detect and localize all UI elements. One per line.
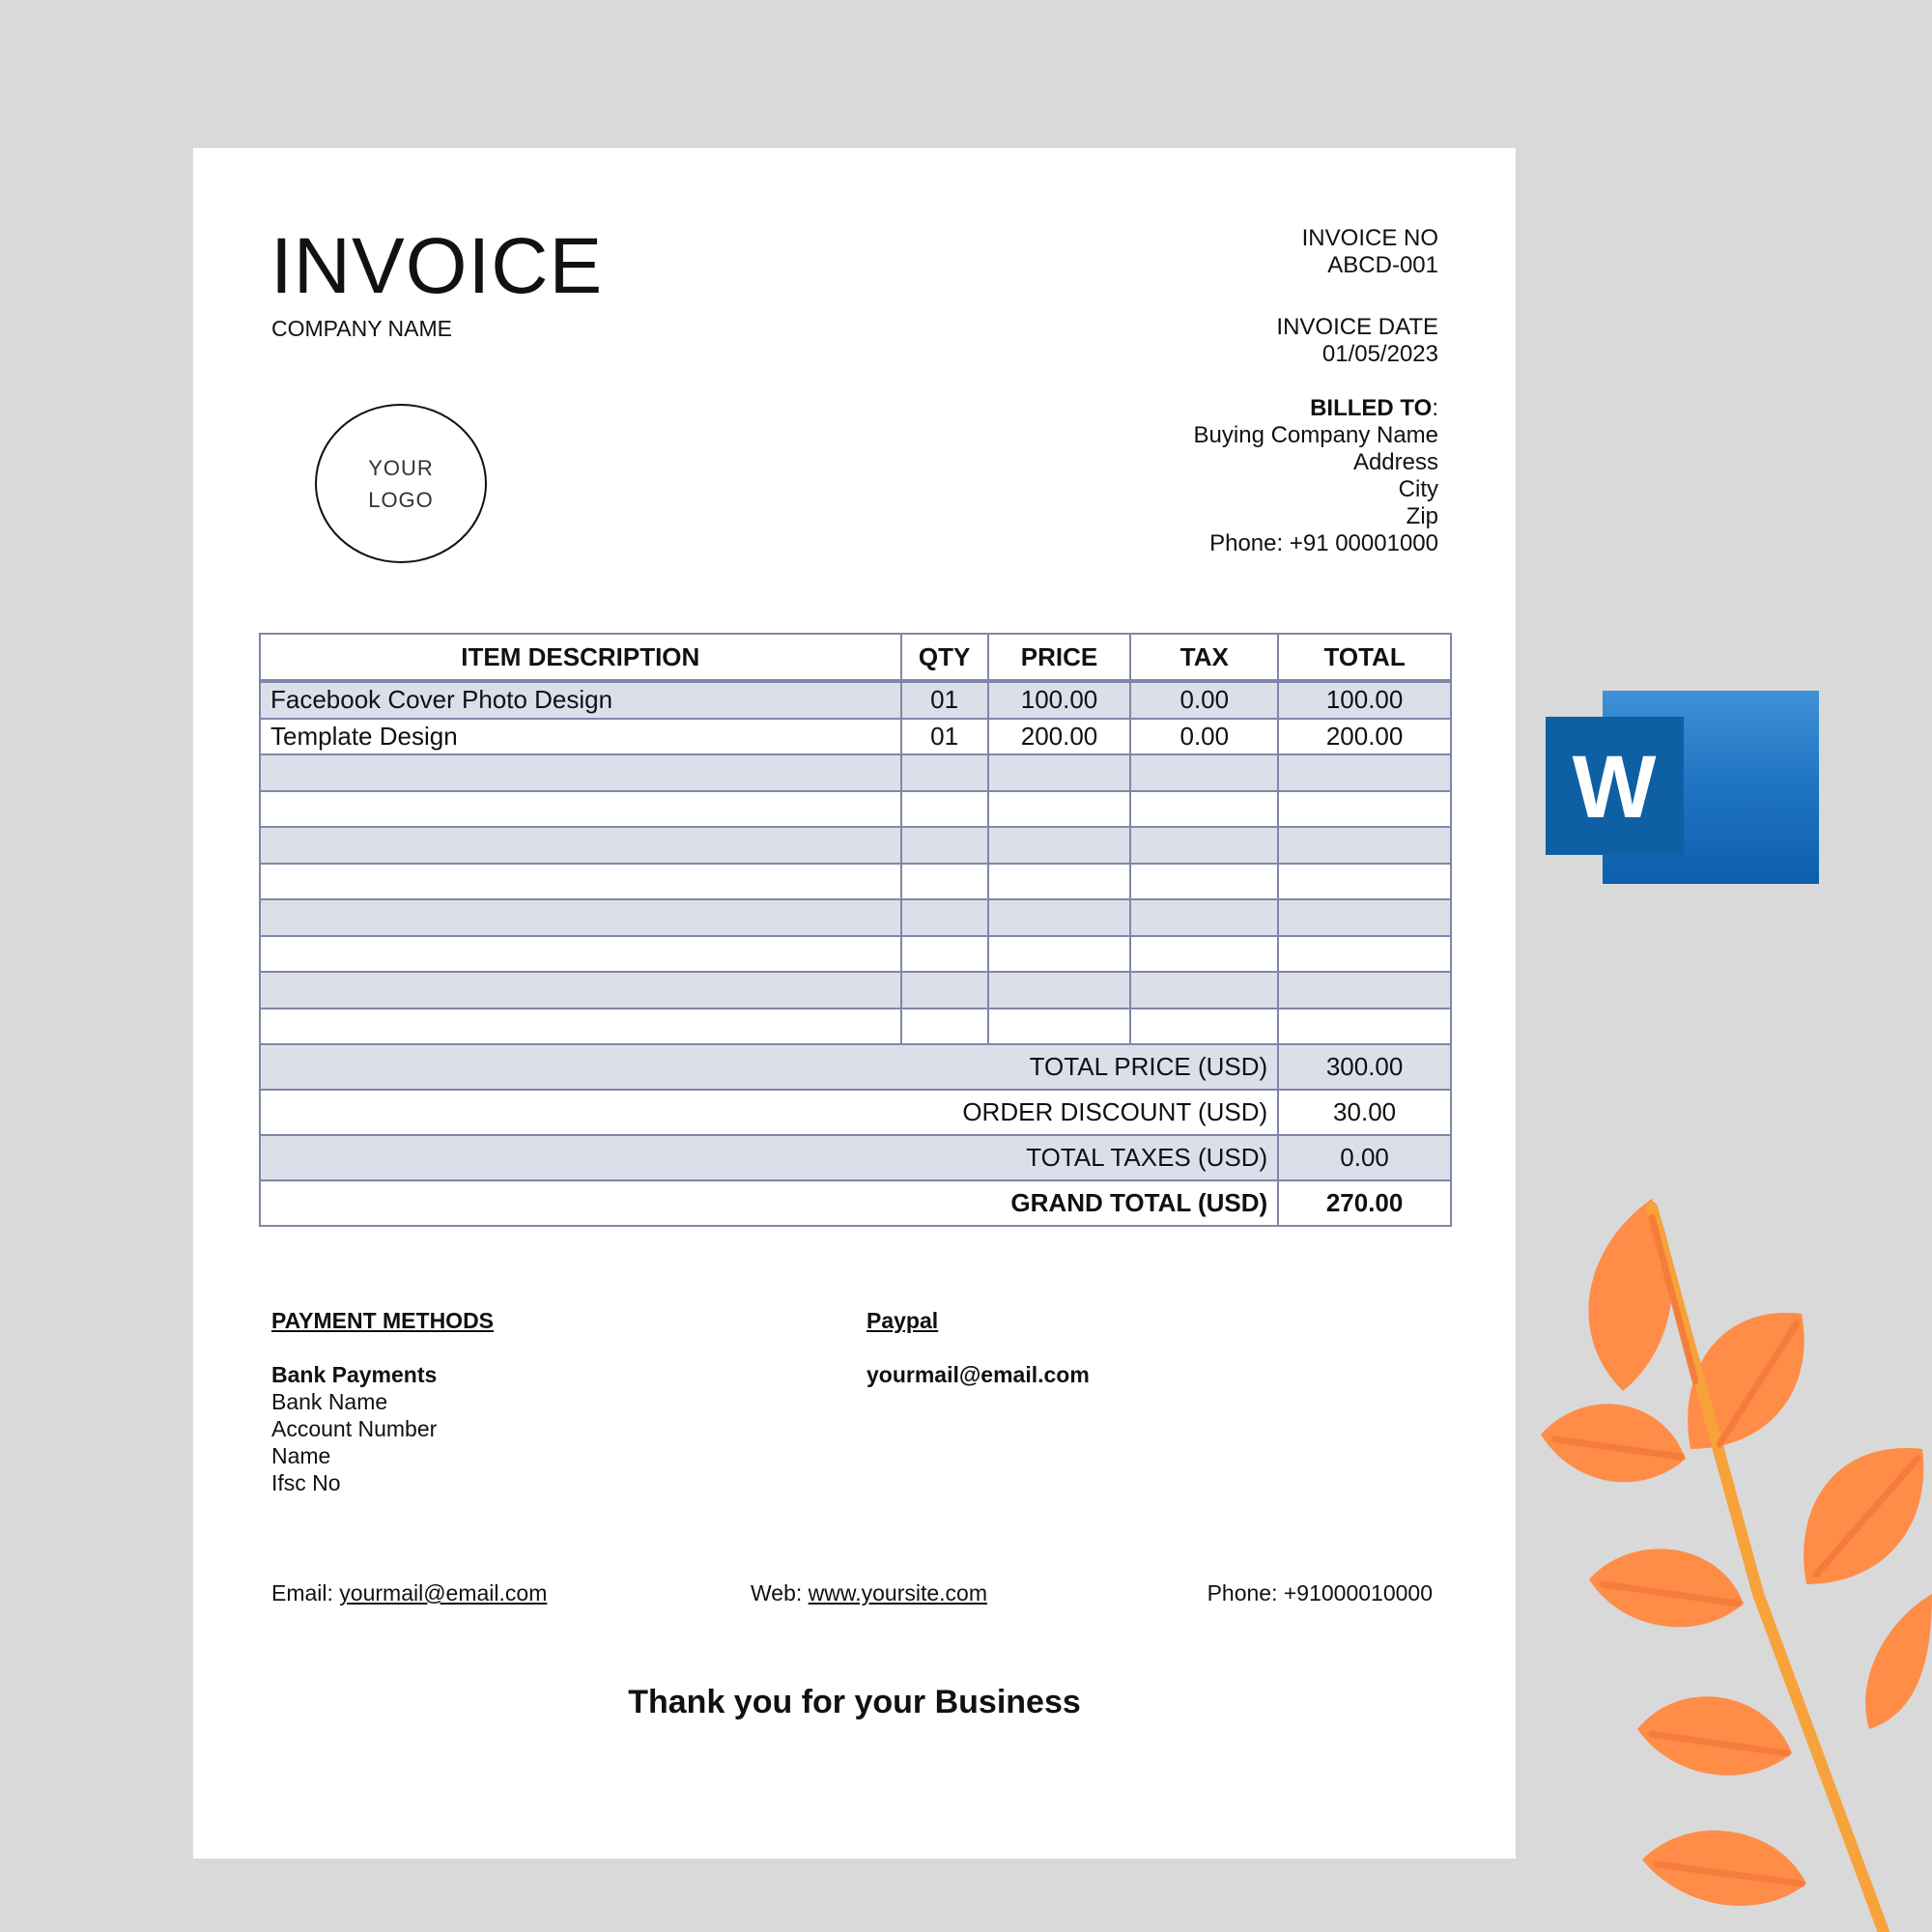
item-description: Facebook Cover Photo Design: [260, 681, 901, 719]
item-tax: [1130, 827, 1278, 864]
item-description: [260, 936, 901, 973]
item-tax: [1130, 972, 1278, 1009]
ifsc-line: Ifsc No: [271, 1470, 341, 1495]
billed-to-zip: Zip: [1406, 503, 1438, 529]
item-qty: [901, 899, 988, 936]
item-description: [260, 899, 901, 936]
item-qty: [901, 1009, 988, 1045]
billed-to-name: Buying Company Name: [1193, 422, 1438, 448]
item-qty: [901, 972, 988, 1009]
item-price: [988, 899, 1131, 936]
item-total: [1278, 1009, 1451, 1045]
logo-placeholder: YOUR LOGO: [315, 404, 487, 563]
footer-email-link[interactable]: yourmail@email.com: [339, 1580, 548, 1605]
item-price: [988, 864, 1131, 900]
order-discount-row: [260, 1090, 1451, 1135]
item-qty: 01: [901, 681, 988, 719]
payment-methods-section: [271, 1307, 494, 1496]
footer-email: [271, 1580, 547, 1606]
billed-to-heading: [1194, 395, 1438, 422]
header-price: PRICE: [988, 634, 1131, 681]
item-total: [1278, 864, 1451, 900]
item-qty: 01: [901, 719, 988, 755]
order-discount-label: ORDER DISCOUNT (USD): [260, 1090, 1278, 1135]
item-description: [260, 827, 901, 864]
total-taxes-label: TOTAL TAXES (USD): [260, 1135, 1278, 1180]
footer-web-label: Web:: [751, 1580, 809, 1605]
item-price: [988, 754, 1131, 791]
header-qty: QTY: [901, 634, 988, 681]
item-tax: [1130, 864, 1278, 900]
billed-to-city: City: [1398, 476, 1438, 502]
paypal-email: yourmail@email.com: [867, 1362, 1090, 1387]
item-qty: [901, 827, 988, 864]
item-description: [260, 1009, 901, 1045]
billed-to-address: Address: [1352, 449, 1438, 475]
invoice-no-label: INVOICE NO: [1301, 225, 1438, 251]
footer-email-label: Email:: [271, 1580, 340, 1605]
bank-name-line: Bank Name: [271, 1389, 388, 1414]
total-price-row: [260, 1044, 1451, 1090]
item-total: [1278, 791, 1451, 828]
invoice-no-value: ABCD-001: [1327, 252, 1438, 278]
microsoft-word-icon: [1546, 691, 1819, 884]
item-qty: [901, 791, 988, 828]
invoice-date-label: INVOICE DATE: [1276, 314, 1438, 340]
item-description: [260, 754, 901, 791]
table-row: [260, 936, 1451, 973]
header-item-description: ITEM DESCRIPTION: [260, 634, 901, 681]
item-qty: [901, 864, 988, 900]
footer-phone: Phone: +91000010000: [1207, 1580, 1433, 1605]
invoice-date-block: [1276, 314, 1438, 368]
item-tax: [1130, 754, 1278, 791]
billed-to-colon: :: [1432, 395, 1438, 421]
billed-to-block: [1194, 395, 1438, 557]
order-discount-value: 30.00: [1278, 1090, 1451, 1135]
bank-payments-heading: Bank Payments: [271, 1362, 438, 1387]
item-price: 200.00: [988, 719, 1131, 755]
invoice-number-block: [1302, 225, 1438, 279]
table-row: [260, 972, 1451, 1009]
item-tax: [1130, 1009, 1278, 1045]
item-tax: 0.00: [1130, 681, 1278, 719]
table-row: [260, 681, 1451, 719]
orange-leaf-branch-icon: [1526, 1188, 1932, 1932]
table-row: [260, 791, 1451, 828]
account-name-line: Name: [271, 1443, 331, 1468]
item-tax: [1130, 936, 1278, 973]
item-description: Template Design: [260, 719, 901, 755]
invoice-date-value: 01/05/2023: [1321, 341, 1438, 367]
payment-methods-heading: PAYMENT METHODS: [271, 1308, 495, 1333]
grand-total-value: 270.00: [1278, 1180, 1451, 1226]
item-description: [260, 791, 901, 828]
total-price-label: TOTAL PRICE (USD): [260, 1044, 1278, 1090]
item-price: [988, 972, 1131, 1009]
item-qty: [901, 754, 988, 791]
table-header-row: [260, 634, 1451, 681]
word-icon-letter: W: [1572, 738, 1657, 837]
table-row: [260, 719, 1451, 755]
company-name: COMPANY NAME: [271, 316, 453, 341]
item-tax: [1130, 791, 1278, 828]
item-total: [1278, 754, 1451, 791]
table-row: [260, 1009, 1451, 1045]
table-row: [260, 827, 1451, 864]
items-table: [259, 633, 1452, 1227]
item-tax: 0.00: [1130, 719, 1278, 755]
footer-web-link[interactable]: www.yoursite.com: [808, 1580, 987, 1605]
item-description: [260, 864, 901, 900]
item-total: [1278, 827, 1451, 864]
total-taxes-value: 0.00: [1278, 1135, 1451, 1180]
item-qty: [901, 936, 988, 973]
item-total: 100.00: [1278, 681, 1451, 719]
item-description: [260, 972, 901, 1009]
header-total: TOTAL: [1278, 634, 1451, 681]
paypal-heading: Paypal: [867, 1308, 939, 1333]
item-price: 100.00: [988, 681, 1131, 719]
grand-total-row: [260, 1180, 1451, 1226]
invoice-page: [193, 148, 1516, 1859]
paypal-section: [867, 1307, 1090, 1388]
invoice-title: INVOICE: [270, 222, 604, 310]
item-total: 200.00: [1278, 719, 1451, 755]
item-price: [988, 791, 1131, 828]
footer-web: [751, 1580, 987, 1606]
item-price: [988, 936, 1131, 973]
item-total: [1278, 936, 1451, 973]
item-price: [988, 1009, 1131, 1045]
total-price-value: 300.00: [1278, 1044, 1451, 1090]
billed-to-phone: Phone: +91 00001000: [1209, 530, 1438, 556]
item-total: [1278, 899, 1451, 936]
table-row: [260, 899, 1451, 936]
thank-you-message: Thank you for your Business: [628, 1684, 1081, 1720]
header-tax: TAX: [1130, 634, 1278, 681]
item-tax: [1130, 899, 1278, 936]
total-taxes-row: [260, 1135, 1451, 1180]
billed-to-label: BILLED TO: [1310, 395, 1433, 421]
item-total: [1278, 972, 1451, 1009]
grand-total-label: GRAND TOTAL (USD): [260, 1180, 1278, 1226]
account-number-line: Account Number: [271, 1416, 438, 1441]
table-row: [260, 754, 1451, 791]
item-price: [988, 827, 1131, 864]
table-row: [260, 864, 1451, 900]
